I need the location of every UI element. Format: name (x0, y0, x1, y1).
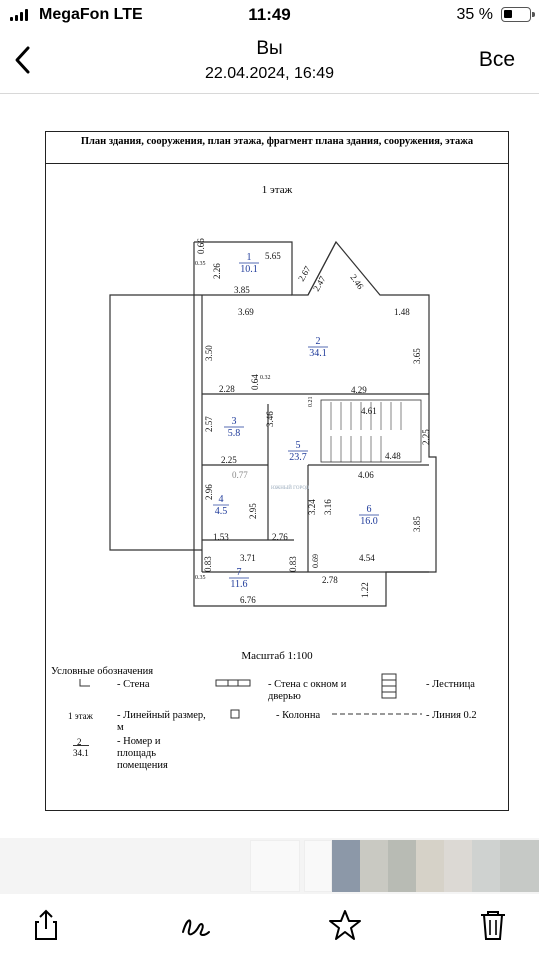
document-header: План здания, сооружения, план этажа, фрагмент плана здания, сооружения, этажа (46, 132, 508, 164)
dimension: 0.83 (288, 556, 298, 572)
bottom-toolbar (0, 894, 539, 960)
dimension: 2.67 (296, 264, 313, 283)
room-number: 7 (236, 567, 242, 578)
room-number: 1 (246, 252, 252, 263)
dimension: 3.85 (412, 516, 422, 532)
thumbnail[interactable] (360, 840, 388, 892)
markup-icon[interactable] (179, 908, 213, 942)
dimension: 3.16 (323, 499, 333, 515)
star-icon[interactable] (328, 908, 362, 942)
dimension: 4.61 (361, 406, 377, 416)
room-area: 34.1 (309, 348, 327, 359)
legend-linear-sample: 1 этаж (68, 711, 93, 721)
status-time: 11:49 (248, 5, 291, 24)
legend-title: Условные обозначения (51, 666, 154, 677)
thumbnail[interactable] (388, 840, 416, 892)
room-area: 23.7 (289, 452, 307, 463)
dimension: 3.65 (412, 348, 422, 364)
room-number: 4 (218, 494, 224, 505)
dimension: 2.95 (248, 503, 258, 519)
navigation-bar (0, 32, 539, 94)
battery-percent: 35 % (456, 6, 493, 23)
dimension: 4.54 (359, 553, 375, 563)
battery-icon (501, 7, 531, 22)
dimension: 4.48 (385, 451, 401, 461)
dimension: 2.26 (212, 263, 222, 279)
floor-plan-document (45, 131, 509, 811)
thumbnail[interactable] (444, 840, 472, 892)
legend-room-area: 34.1 (73, 745, 89, 759)
wall-symbol-icon (78, 678, 92, 688)
room-number: 2 (315, 336, 321, 347)
dimension: 1.53 (213, 532, 229, 542)
dimension: 2.76 (272, 532, 288, 542)
thumbnail-strip[interactable] (0, 838, 539, 894)
legend-stairs: - Лестница (426, 679, 475, 690)
dimension: 5.65 (265, 251, 281, 261)
room-area: 11.6 (230, 579, 248, 590)
room-number: 5 (295, 440, 301, 451)
legend-room-number: 2 (77, 737, 82, 747)
dimension: 2.28 (219, 384, 235, 394)
plan-legend (46, 662, 508, 782)
dimension: 4.06 (358, 470, 374, 480)
dimension: 2.25 (221, 455, 237, 465)
dashed-line-symbol-icon (332, 712, 422, 716)
dimension: 3.24 (307, 499, 317, 515)
dimension: 2.57 (204, 416, 214, 432)
dimension: 0.77 (232, 470, 248, 480)
floor-plan-drawing (46, 132, 508, 652)
dimension: 2.78 (322, 575, 338, 585)
dimension: 0.83 (203, 556, 213, 572)
dimension: 3.71 (240, 553, 256, 563)
dimension: 2.25 (421, 429, 431, 445)
stairs-symbol-icon (380, 672, 398, 700)
legend-room: - Номер и площадь помещения (117, 736, 168, 771)
dimension: 3.46 (265, 411, 275, 427)
room-number: 6 (366, 504, 372, 515)
thumbnail[interactable] (500, 840, 539, 892)
room-number: 3 (231, 416, 237, 427)
dimension: 0.21 (308, 396, 314, 407)
thumbnail[interactable] (304, 840, 332, 892)
dimension: 1.22 (360, 582, 370, 598)
thumbnail[interactable] (472, 840, 500, 892)
room-area: 5.8 (227, 428, 241, 439)
dimension: 3.50 (204, 345, 214, 361)
legend-wall-window: - Стена с окном и дверью (268, 679, 347, 702)
dimension: 0.69 (311, 554, 320, 568)
share-icon[interactable] (29, 908, 63, 942)
all-photos-button[interactable]: Все (478, 48, 515, 71)
nav-title: Вы (256, 38, 283, 59)
dimension: 2.46 (348, 272, 366, 292)
dimension: 3.69 (238, 307, 254, 317)
room-area: 4.5 (214, 506, 228, 517)
trash-icon[interactable] (476, 908, 510, 942)
plan-scale: Масштаб 1:100 (241, 650, 313, 662)
legend-wall: - Стена (117, 679, 150, 690)
dimension: 4.29 (351, 385, 367, 395)
column-symbol-icon (230, 709, 240, 719)
dimension: 0.66 (196, 238, 206, 254)
watermark: ЮЖНЫЙ ГОРОД (271, 486, 310, 491)
dimension: 2.96 (204, 484, 214, 500)
floor-label: 1 этаж (261, 184, 293, 196)
dimension: 0.35 (195, 575, 206, 581)
dimension: 0.32 (260, 375, 271, 381)
dimension: 3.85 (234, 285, 250, 295)
dimension: 2.47 (311, 274, 328, 293)
legend-column: - Колонна (276, 710, 321, 721)
thumbnail[interactable] (416, 840, 444, 892)
thumbnail[interactable] (332, 840, 360, 892)
carrier-label: MegaFon LTE (39, 6, 143, 23)
wall-window-symbol-icon (214, 676, 252, 690)
legend-linear: - Линейный размер, м (117, 710, 206, 733)
nav-subtitle: 22.04.2024, 16:49 (204, 65, 334, 82)
dimension: 6.76 (240, 595, 256, 605)
dimension: 0.64 (250, 374, 260, 390)
dimension: 1.48 (394, 307, 410, 317)
thumbnail[interactable] (250, 840, 300, 892)
dimension: 0.35 (195, 261, 206, 267)
status-bar (0, 0, 539, 32)
legend-line: - Линия 0.2 (426, 710, 477, 721)
room-area: 10.1 (240, 264, 258, 275)
room-area: 16.0 (360, 516, 378, 527)
